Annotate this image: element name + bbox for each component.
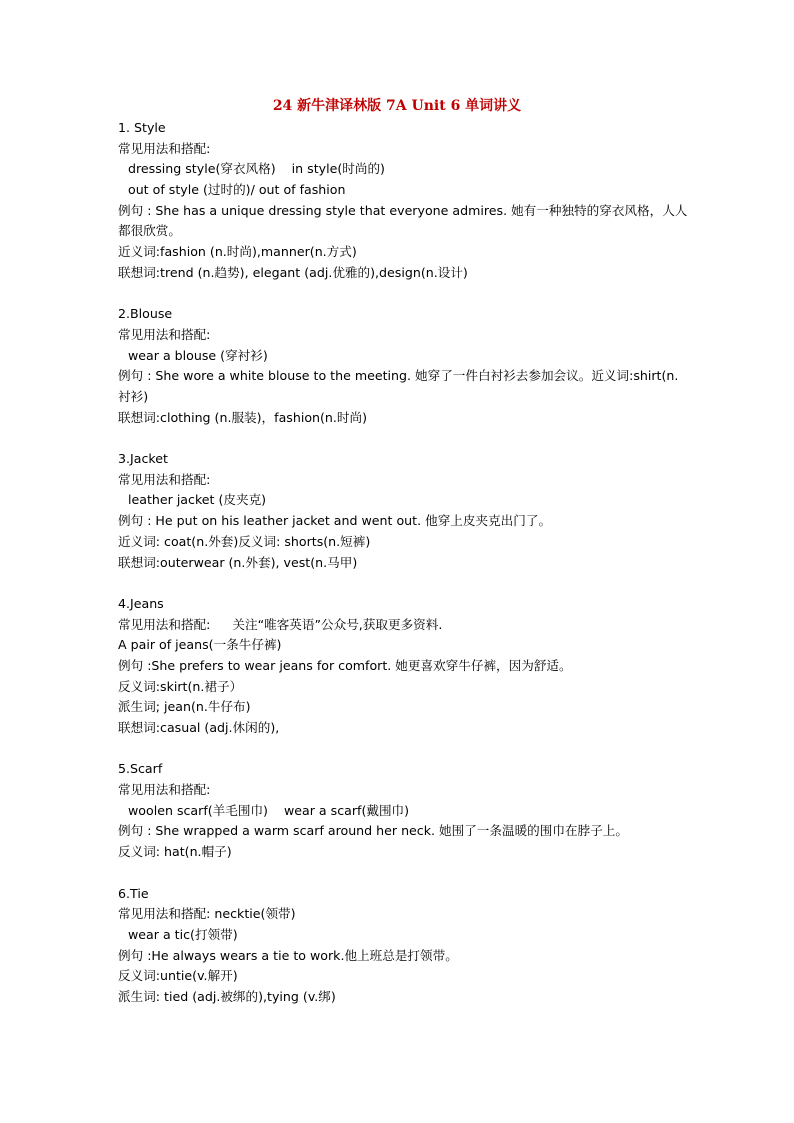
example-sentence: 例句 : She wrapped a warm scarf around her neck. 她围了一条温暖的围巾在脖子上。 xyxy=(118,823,628,839)
example-sentence: 例句 :She prefers to wear jeans for comfort. 她更喜欢穿牛仔裤，因为舒适。 xyxy=(118,657,572,673)
antonym-line: 反义词:skirt(n.裙子） xyxy=(118,678,243,694)
phrase: in style(时尚的) xyxy=(291,161,385,177)
synonym-antonym-line: 近义词: coat(n.外套)反义词: shorts(n.短裤) xyxy=(118,533,371,549)
association-line: 联想词:trend (n.趋势), elegant (adj.优雅的),design(n.设计) xyxy=(118,264,468,280)
usage-label-line xyxy=(118,615,688,636)
example-sentence: 例句 :He always wears a tie to work.他上班总是打领带。 xyxy=(118,947,458,963)
usage-label: 常见用法和搭配: xyxy=(118,616,211,632)
usage-label: 常见用法和搭配: xyxy=(118,326,211,342)
document-body xyxy=(118,118,688,1008)
phrase-line xyxy=(118,801,688,822)
entry-heading-jacket: 3.Jacket xyxy=(118,451,168,467)
usage-label: 常见用法和搭配: necktie(领带) xyxy=(118,906,296,922)
phrase: out of style (过时的)/ out of fashion xyxy=(128,182,346,198)
example-sentence: 例句 : She wore a white blouse to the meeting. 她穿了一件白衬衫去参加会议。近义词:shirt(n.衬衫) xyxy=(118,368,679,404)
phrase-line xyxy=(118,346,688,367)
phrase: woolen scarf(羊毛围巾) xyxy=(128,802,268,818)
phrase-line xyxy=(118,635,688,656)
phrase: wear a blouse (穿衬衫) xyxy=(128,347,268,363)
phrase: wear a scarf(戴围巾) xyxy=(283,802,410,818)
phrase: wear a tic(打领带) xyxy=(128,926,238,942)
section-gap xyxy=(118,284,688,305)
synonym-line: 近义词:fashion (n.时尚),manner(n.方式) xyxy=(118,244,357,260)
derivative-line: 派生词; jean(n.牛仔布) xyxy=(118,699,251,715)
association-line: 联想词:casual (adj.休闲的), xyxy=(118,720,280,735)
entry-heading-scarf: 5.Scarf xyxy=(118,761,163,777)
phrase-line xyxy=(118,180,688,201)
phrase-line xyxy=(118,925,688,946)
entry-heading-style: 1. Style xyxy=(118,120,166,135)
phrase-line xyxy=(118,159,688,180)
entry-heading-blouse: 2.Blouse xyxy=(118,306,173,322)
derivative-line: 派生词: tied (adj.被绑的),tying (v.绑) xyxy=(118,988,336,1004)
section-gap xyxy=(118,573,688,594)
antonym-line: 反义词: hat(n.帽子) xyxy=(118,844,232,860)
section-gap xyxy=(118,863,688,884)
entry-heading-tie: 6.Tie xyxy=(118,885,149,901)
usage-label: 常见用法和搭配: xyxy=(118,140,211,156)
association-line: 联想词:outerwear (n.外套), vest(n.马甲) xyxy=(118,554,358,570)
example-sentence: 例句 : He put on his leather jacket and went out. 他穿上皮夹克出门了。 xyxy=(118,513,552,529)
entry-heading-jeans: 4.Jeans xyxy=(118,595,164,611)
document-title: 24 新牛津译林版 7A Unit 6 单词讲义 xyxy=(272,98,522,114)
promo-notice: 关注“唯客英语”公众号,获取更多资料. xyxy=(232,616,443,632)
phrase: dressing style(穿衣风格) xyxy=(128,161,276,177)
phrase: leather jacket (皮夹克) xyxy=(128,492,267,508)
usage-label: 常见用法和搭配: xyxy=(118,471,211,487)
association-line: 联想词:clothing (n.服装)，fashion(n.时尚) xyxy=(118,409,368,425)
antonym-line: 反义词:untie(v.解开) xyxy=(118,968,238,984)
usage-label: 常见用法和搭配: xyxy=(118,782,211,798)
section-gap xyxy=(118,428,688,449)
example-sentence: 例句 : She has a unique dressing style that everyone admires. 她有一种独特的穿衣风格，人人都很欣赏。 xyxy=(118,202,688,239)
section-gap xyxy=(118,739,688,760)
phrase: A pair of jeans(一条牛仔裤) xyxy=(118,637,282,653)
phrase-line xyxy=(118,490,688,511)
